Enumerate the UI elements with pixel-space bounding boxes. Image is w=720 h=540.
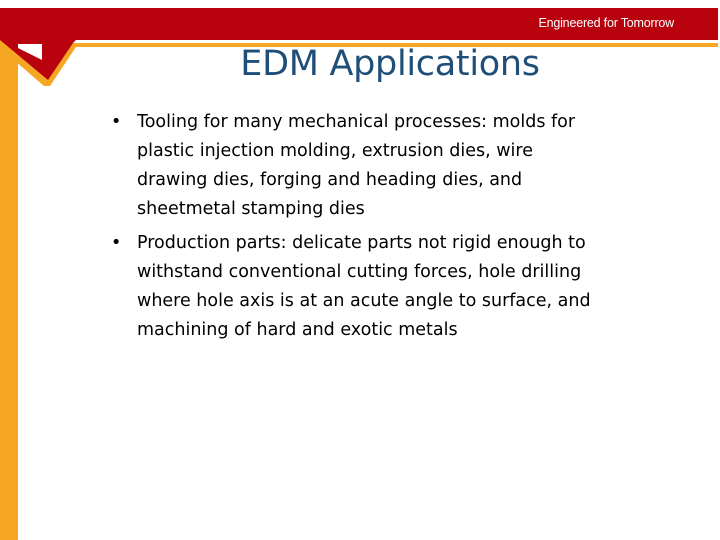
bullet-marker: • — [111, 112, 122, 132]
bullet-item — [108, 229, 608, 345]
left-accent-bar — [0, 28, 18, 540]
bullet-list — [108, 108, 608, 350]
bullet-marker: • — [111, 233, 122, 253]
slide-title: EDM Applications — [240, 44, 540, 84]
bullet-text: Production parts: delicate parts not rigid enough to withstand conventional cutting forces, hole drilling where hole axis is at an acute angle to surface, and machining of hard and exotic metals — [137, 233, 591, 340]
bullet-text: Tooling for many mechanical processes: molds for plastic injection molding, extrusion dies, wire drawing dies, forging and heading dies, and sheetmetal stamping dies — [137, 112, 576, 219]
brand-tagline: Engineered for Tomorrow — [538, 16, 674, 30]
bullet-item — [108, 108, 608, 224]
